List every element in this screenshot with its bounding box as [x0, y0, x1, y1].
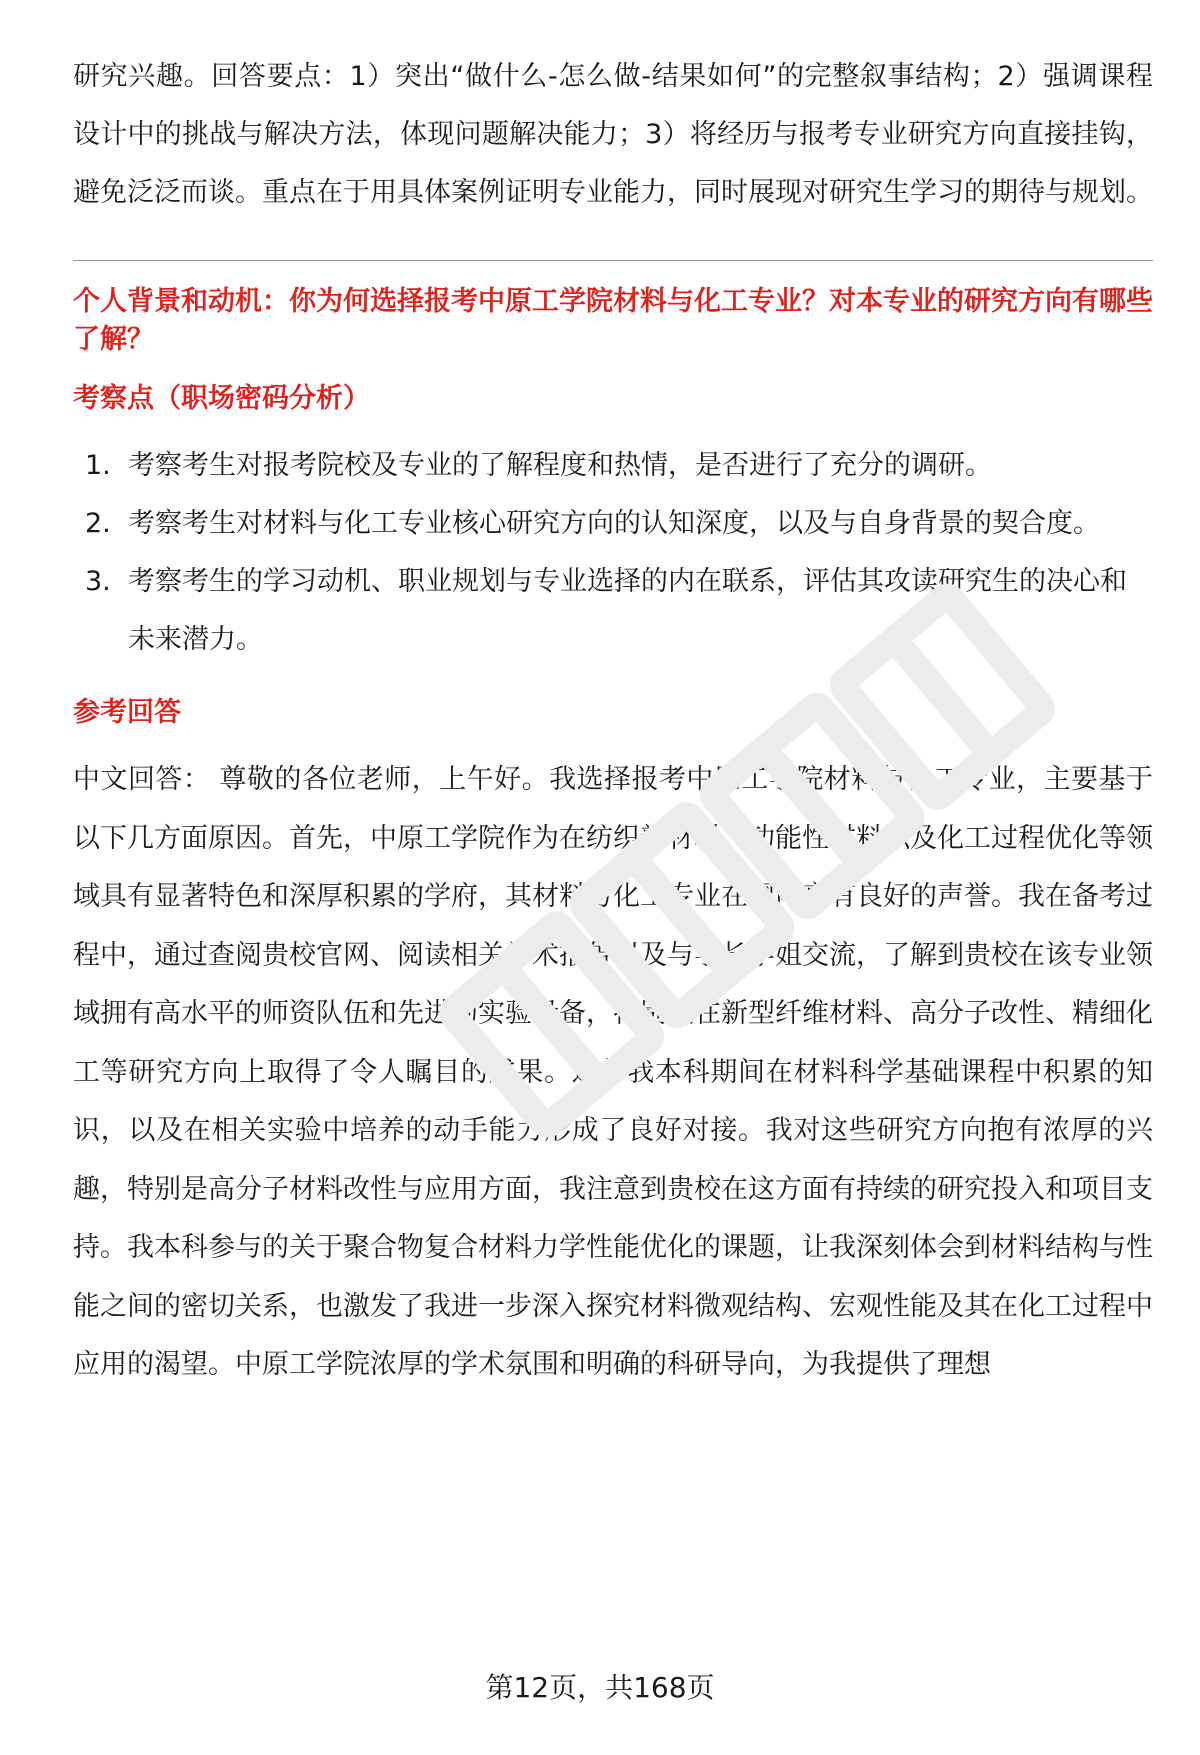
- section-divider: [73, 260, 1153, 261]
- list-item: [73, 437, 1153, 495]
- list-item-text: 考察考生的学习动机、职业规划与专业选择的内在联系，评估其攻读研究生的决心和未来潜力。: [128, 566, 1127, 655]
- list-item: [73, 553, 1153, 669]
- exam-points-list: [73, 437, 1153, 669]
- page-footer: 第12页，共168页: [485, 1671, 715, 1704]
- list-item-text: 考察考生对报考院校及专业的了解程度和热情，是否进行了充分的调研。: [128, 450, 992, 481]
- list-item-number: 2.: [85, 508, 111, 539]
- list-item-text: 考察考生对材料与化工专业核心研究方向的认知深度，以及与自身背景的契合度。: [128, 508, 1100, 539]
- list-item-number: 1.: [85, 450, 111, 481]
- document-page: [73, 48, 1153, 1395]
- list-item-number: 3.: [85, 566, 111, 597]
- intro-paragraph: 研究兴趣。回答要点：1）突出“做什么-怎么做-结果如何”的完整叙事结构；2）强调课程设计中的挑战与解决方法，体现问题解决能力；3）将经历与报考专业研究方向直接挂钩，避免泛泛而谈。重点在于用具体案例证明专业能力，同时展现对研究生学习的期待与规划。: [73, 61, 1153, 208]
- question-heading: 个人背景和动机：你为何选择报考中原工学院材料与化工专业？对本专业的研究方向有哪些了解？: [73, 286, 1153, 355]
- list-item: [73, 495, 1153, 553]
- answer-heading: 参考回答: [73, 697, 181, 728]
- exam-points-heading: 考察点（职场密码分析）: [73, 383, 370, 414]
- answer-paragraph: 中文回答： 尊敬的各位老师，上午好。我选择报考中原工学院材料与化工专业，主要基于以下几方面原因。首先，中原工学院作为在纺织新材料、功能性材料以及化工过程优化等领域具有显著特色和深厚积累的学府，其材料与化工专业在国内享有良好的声誉。我在备考过程中，通过查阅贵校官网、阅读相关学术报告以及与学长学姐交流，了解到贵校在该专业领域拥有高水平的师资队伍和先进的实验设备，特别是在新型纤维材料、高分子改性、精细化工等研究方向上取得了令人瞩目的成果。这与我本科期间在材料科学基础课程中积累的知识，以及在相关实验中培养的动手能力形成了良好对接。我对这些研究方向抱有浓厚的兴趣，特别是高分子材料改性与应用方面，我注意到贵校在这方面有持续的研究投入和项目支持。我本科参与的关于聚合物复合材料力学性能优化的课题，让我深刻体会到材料结构与性能之间的密切关系，也激发了我进一步深入探究材料微观结构、宏观性能及其在化工过程中应用的渴望。中原工学院浓厚的学术氛围和明确的科研导向，为我提供了理想: [73, 764, 1153, 1380]
